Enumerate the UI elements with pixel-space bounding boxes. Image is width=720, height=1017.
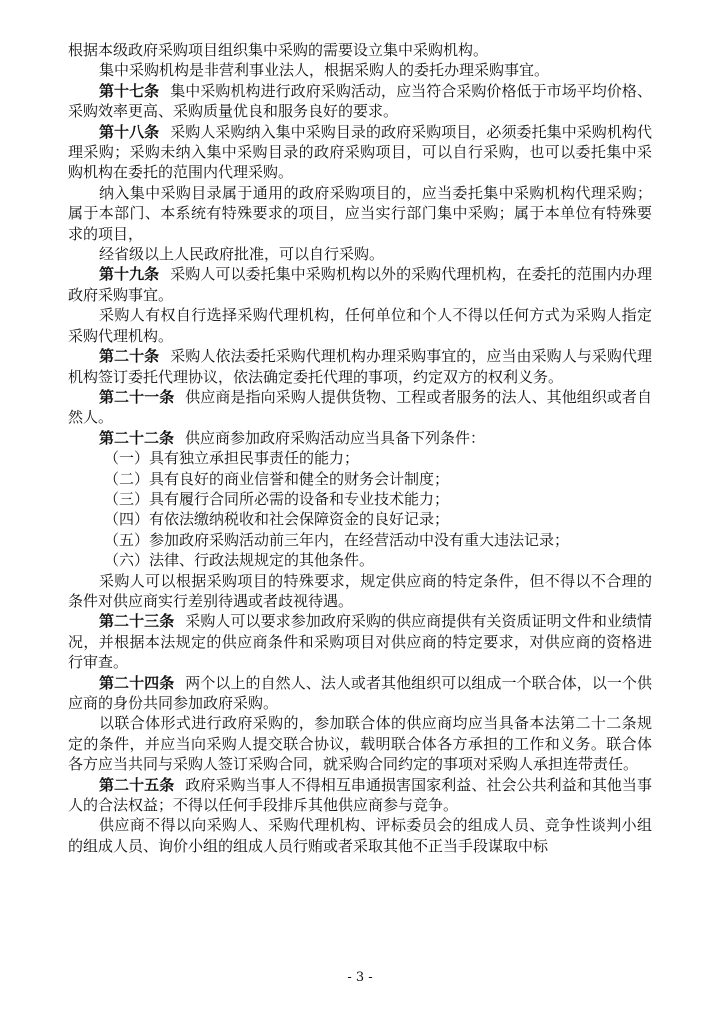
article-number: 第十九条 (99, 265, 160, 284)
paragraph (68, 815, 652, 856)
list-item (68, 469, 652, 489)
paragraph-text: 供应商是指向采购人提供货物、工程或者服务的法人、其他组织或者自然人。 (68, 387, 652, 427)
paragraph-text: 采购人可以要求参加政府采购的供应商提供有关资质证明文件和业绩情况，并根据本法规定的供应商条件和采购项目对供应商的特定要求，对供应商的资格进行审查。 (68, 612, 652, 672)
paragraph-text: 集中采购机构进行政府采购活动，应当符合采购价格低于市场平均价格、采购效率更高、采购质量优良和服务良好的要求。 (68, 81, 652, 121)
paragraph (68, 244, 652, 264)
paragraph (68, 775, 652, 816)
paragraph (68, 183, 652, 244)
paragraph (68, 60, 652, 80)
paragraph-text: （五）参加政府采购活动前三年内，在经营活动中没有重大违法记录； (104, 530, 570, 549)
paragraph-text: 采购人可以根据采购项目的特殊要求，规定供应商的特定条件，但不得以不合理的条件对供应商实行差别待遇或者歧视待遇。 (68, 571, 652, 610)
paragraph (68, 611, 652, 672)
paragraph-text: 采购人可以委托集中采购机构以外的采购代理机构，在委托的范围内办理政府采购事宜。 (68, 265, 652, 304)
paragraph (68, 305, 652, 346)
paragraph (68, 673, 652, 714)
paragraph-text: 采购人依法委托采购代理机构办理采购事宜的，应当由采购人与采购代理机构签订委托代理协议，依法确定委托代理的事项，约定双方的权利义务。 (68, 347, 652, 386)
article-number: 第二十条 (99, 347, 160, 366)
paragraph-text: 纳入集中采购目录属于通用的政府采购项目的，应当委托集中采购机构代理采购；属于本部门、本系统有特殊要求的项目，应当实行部门集中采购；属于本单位有特殊要求的项目， (68, 183, 652, 243)
paragraph-text: 采购人采购纳入集中采购目录的政府采购项目，必须委托集中采购机构代理采购；采购未纳入集中采购目录的政府采购项目，可以自行采购，也可以委托集中采购机构在委托的范围内代理采购。 (68, 122, 652, 182)
list-item (68, 489, 652, 509)
list-item (68, 448, 652, 468)
article-number: 第十八条 (99, 122, 160, 141)
paragraph (68, 122, 652, 183)
page-number: - 3 - (347, 970, 373, 985)
paragraph (68, 40, 652, 60)
paragraph-text: 经省级以上人民政府批准，可以自行采购。 (99, 245, 385, 264)
paragraph-text: （六）法律、行政法规规定的其他条件。 (104, 551, 375, 570)
paragraph-text: 供应商不得以向采购人、采购代理机构、评标委员会的组成人员、竞争性谈判小组的组成人员、询价小组的组成人员行贿或者采取其他不正当手段谋取中标 (68, 816, 652, 855)
article-number: 第二十三条 (99, 612, 175, 631)
paragraph (68, 81, 652, 122)
paragraph (68, 346, 652, 387)
paragraph (68, 428, 652, 448)
paragraph-text: 采购人有权自行选择采购代理机构，任何单位和个人不得以任何方式为采购人指定采购代理机构。 (68, 306, 652, 345)
paragraph-text: 集中采购机构是非营利事业法人，根据采购人的委托办理采购事宜。 (99, 61, 550, 80)
paragraph (68, 571, 652, 612)
paragraph-text: （四）有依法缴纳税收和社会保障资金的良好记录； (104, 510, 450, 529)
paragraph-text: 两个以上的自然人、法人或者其他组织可以组成一个联合体，以一个供应商的身份共同参加政府采购。 (68, 673, 652, 712)
paragraph (68, 713, 652, 774)
list-item (68, 509, 652, 529)
paragraph-text: 供应商参加政府采购活动应当具备下列条件： (185, 428, 486, 447)
paragraph (68, 264, 652, 305)
paragraph-text: （一）具有独立承担民事责任的能力； (104, 449, 360, 468)
article-number: 第二十一条 (99, 387, 175, 406)
paragraph (68, 387, 652, 428)
paragraph-text: 根据本级政府采购项目组织集中采购的需要设立集中采购机构。 (68, 41, 489, 59)
paragraph-text: （二）具有良好的商业信誉和健全的财务会计制度； (104, 469, 450, 488)
paragraph-text: （三）具有履行合同所必需的设备和专业技术能力； (104, 489, 450, 508)
list-item (68, 550, 652, 570)
document-body (68, 40, 652, 856)
list-item (68, 530, 652, 550)
paragraph-text: 政府采购当事人不得相互串通损害国家利益、社会公共利益和其他当事人的合法权益；不得以任何手段排斥其他供应商参与竞争。 (68, 775, 652, 815)
article-number: 第二十四条 (99, 673, 175, 692)
article-number: 第十七条 (99, 81, 160, 100)
article-number: 第二十五条 (99, 775, 175, 794)
article-number: 第二十二条 (99, 428, 175, 447)
paragraph-text: 以联合体形式进行政府采购的，参加联合体的供应商均应当具备本法第二十二条规定的条件，并应当向采购人提交联合协议，载明联合体各方承担的工作和义务。联合体各方应当共同与采购人签订采购合同，就采购合同约定的事项对采购人承担连带责任。 (68, 714, 652, 774)
